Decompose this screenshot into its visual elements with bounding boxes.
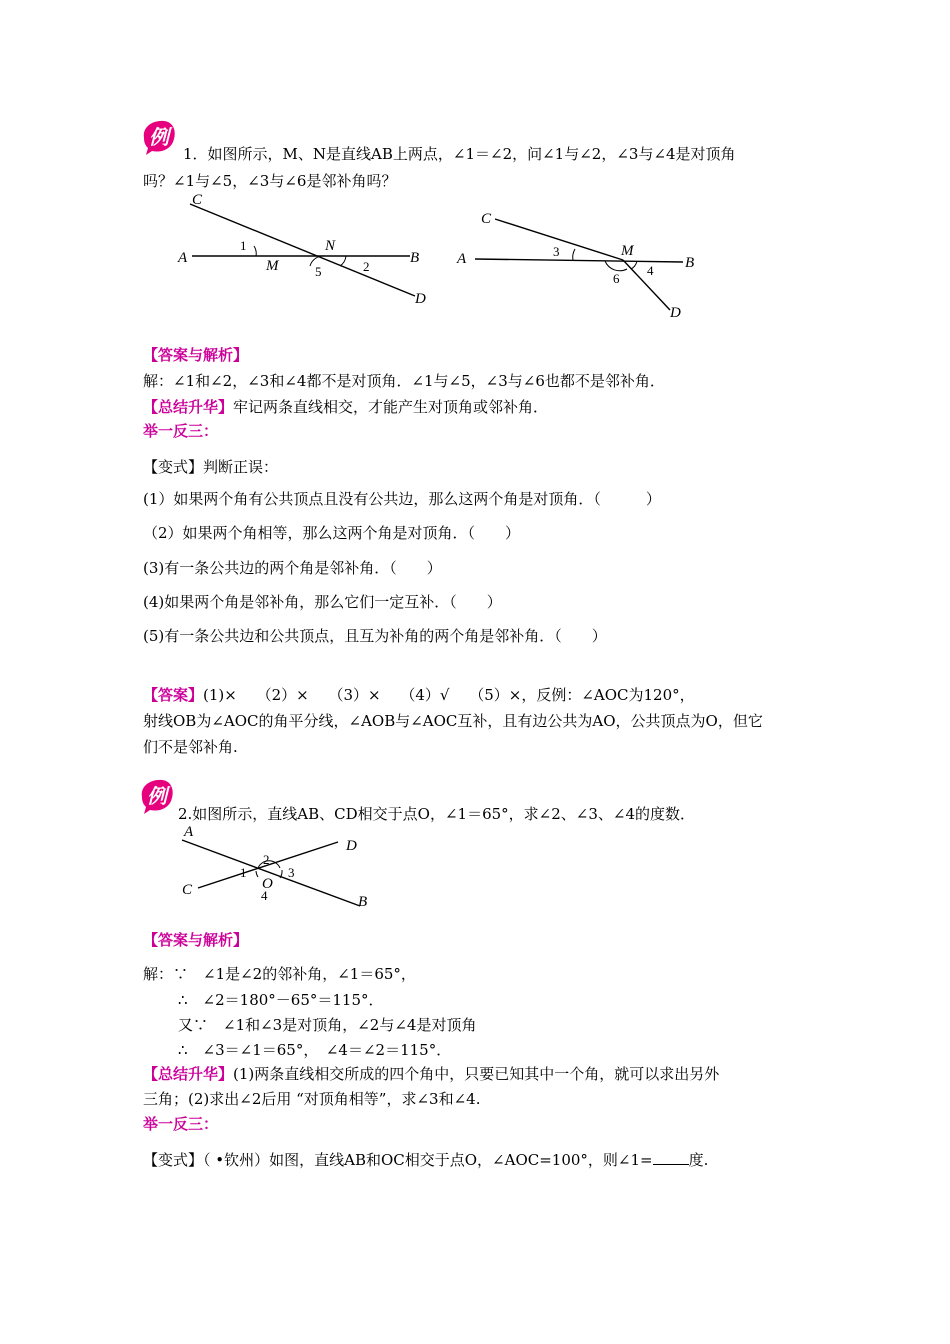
ex1-summary-text: 牢记两条直线相交，才能产生对顶角或邻补角．: [233, 398, 549, 416]
ex2-summary-header: 【总结升华】: [143, 1065, 234, 1083]
angle-2: 2: [363, 259, 370, 274]
label-A: A: [457, 251, 467, 267]
angle-3: 3: [553, 244, 560, 259]
ex2-variant-text: 【变式】（ •钦州）如图，直线AB和OC相交于点O，∠AOC=100°，则∠1=: [143, 1151, 653, 1169]
ex2-variant-tail: 度.: [688, 1151, 709, 1169]
label-A: A: [184, 824, 194, 840]
ex2-summary-line1: [143, 1063, 719, 1084]
ex1-answer-header: 【答案与解析】: [143, 346, 249, 364]
ex1-key-line2: 射线OB为∠AOC的角平分线，∠AOB与∠AOC互补，且有边公共为AO，公共顶点为O，但它: [143, 712, 763, 730]
ex1-variant-label: 【变式】判断正误：: [143, 458, 279, 476]
ex1-item-4: (4)如果两个角是邻补角，那么它们一定互补．（ ）: [143, 593, 502, 611]
angle-1: 1: [240, 865, 247, 880]
ex2-summary-text: (1)两条直线相交所成的四个角中，只要已知其中一个角，就可以求出另外: [233, 1065, 720, 1083]
badge-text: 例: [147, 784, 167, 808]
label-D: D: [670, 305, 681, 321]
ex1-figure-right: [455, 205, 705, 325]
label-N: N: [325, 238, 336, 254]
ex1-answer-text: 解：∠1和∠2，∠3和∠4都不是对顶角．∠1与∠5，∠3与∠6也都不是邻补角．: [143, 372, 665, 390]
ex2-solution-4: ∴ ∠3＝∠1＝65°， ∠4＝∠2＝115°．: [178, 1041, 452, 1059]
answer-blank: [653, 1152, 689, 1165]
angle-6: 6: [613, 271, 620, 286]
label-C: C: [481, 211, 492, 227]
ex2-solution-2: ∴ ∠2＝180°－65°＝115°．: [178, 991, 384, 1009]
ex1-practice-header: 举一反三：: [143, 422, 219, 440]
ex1-question-line2: 吗？∠1与∠5，∠3与∠6是邻补角吗？: [143, 172, 397, 190]
ex1-item-3: (3)有一条公共边的两个角是邻补角．（ ）: [143, 559, 442, 577]
ex2-solution-3: 又∵ ∠1和∠3是对顶角，∠2与∠4是对顶角: [178, 1016, 477, 1034]
ex2-variant: [143, 1149, 708, 1170]
angle-4: 4: [261, 888, 268, 903]
ex1-item-1: (1）如果两个角有公共顶点且没有公共边，那么这两个角是对顶角．（ ）: [143, 490, 661, 508]
label-D: D: [415, 291, 426, 307]
label-B: B: [410, 250, 420, 266]
angle-3: 3: [288, 865, 295, 880]
label-C: C: [192, 192, 203, 208]
angle-4: 4: [647, 263, 654, 278]
ex1-item-5: (5)有一条公共边和公共顶点，且互为补角的两个角是邻补角．（ ）: [143, 627, 607, 645]
label-B: B: [358, 894, 368, 910]
ex1-summary: [143, 396, 548, 417]
label-D: D: [346, 838, 357, 854]
angle-2: 2: [263, 852, 270, 867]
label-O: O: [262, 876, 273, 892]
ex1-key-line1: [143, 684, 695, 705]
ex2-answer-header: 【答案与解析】: [143, 931, 249, 949]
ex1-summary-header: 【总结升华】: [143, 398, 234, 416]
angle-1: 1: [240, 238, 247, 253]
ex1-question-line1: 1．如图所示，M、N是直线AB上两点，∠1＝∠2，问∠1与∠2，∠3与∠4是对顶角: [183, 145, 736, 163]
ex2-question: 2.如图所示，直线AB、CD相交于点O，∠1＝65°，求∠2、∠3、∠4的度数．: [178, 805, 696, 823]
label-C: C: [182, 882, 193, 898]
label-B: B: [685, 255, 695, 271]
example-badge-icon: [140, 118, 178, 156]
ex2-practice-header: 举一反三：: [143, 1115, 219, 1133]
ex1-figure-left: [170, 188, 440, 313]
ex1-item-2: （2）如果两个角相等，那么这两个角是对顶角．（ ）: [143, 524, 521, 542]
label-A: A: [178, 250, 188, 266]
ex1-key-header: 【答案】: [143, 686, 204, 704]
ex1-key-line3: 们不是邻补角.: [143, 738, 238, 756]
ex2-solution-1: 解：∵ ∠1是∠2的邻补角，∠1＝65°，: [143, 965, 416, 983]
ex2-summary-line2: 三角；(2)求出∠2后用 “对顶角相等”，求∠3和∠4.: [143, 1090, 481, 1108]
label-M: M: [266, 258, 279, 274]
badge-text: 例: [149, 125, 169, 149]
label-M: M: [621, 243, 634, 259]
ex2-figure: [170, 822, 390, 914]
example-badge-icon: [138, 777, 176, 815]
ex1-key-text: (1)× （2）× （3）× （4）√ （5）×，反例：∠AOC为120°，: [203, 686, 695, 704]
angle-5: 5: [315, 264, 322, 279]
